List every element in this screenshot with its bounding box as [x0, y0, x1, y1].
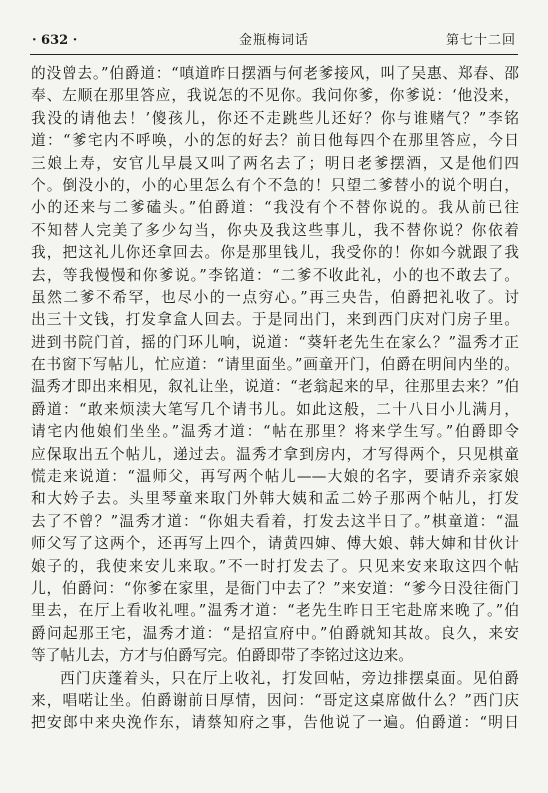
paragraph-last-line: 等了帖儿去，方才与伯爵写完。伯爵即带了李铭过这边来。: [31, 647, 413, 665]
text-line: 去了不曾？”温秀才道：“你姐夫看着，打发去这半日了。”棋童道：“温: [31, 512, 519, 530]
text-line: 儿，伯爵问：“你爹在家里，是衙门中去了？”来安道：“爹今日没往衙门: [31, 579, 519, 597]
text-line: 娘子的，我使来安儿来取。”不一时打发去了。只见来安来取这四个帖: [31, 557, 519, 575]
text-line: 出三十文钱，打发拿盒人回去。于是同出门，来到西门庆对门房子里。: [31, 311, 519, 329]
text-line: 请宅内他娘们坐坐。”温秀才道：“帖在那里？将来学生写。”伯爵即令: [31, 423, 519, 441]
text-line: 不知替人完美了多少勾当，你央及我这些事儿，我不替你说？你依着: [31, 221, 519, 239]
text-line: 进到书院门首，摇的门环儿响，说道：“葵轩老先生在家么？”温秀才正: [31, 333, 519, 351]
text-line: 三娘上寿，安官儿早晨又叫了两名去了；明日老爹摆酒，又是他们四: [31, 154, 519, 172]
text-line: 去，等我慢慢和你爹说。”李铭道：“二爹不收此礼，小的也不敢去了。: [31, 266, 519, 284]
text-line: 道：“爹宅内不呼唤，小的怎的好去？前日他每四个在那里答应，今日: [31, 132, 519, 150]
page-number: · 632 ·: [32, 33, 78, 48]
text-line: 应保取出五个帖儿，递过去。温秀才拿到房内，才写得两个，只见棋童: [31, 445, 519, 463]
text-line: 我，把这礼儿你还拿回去。你是那里钱儿，我受你的！你如今就跟了我: [31, 244, 519, 262]
text-line: 在书窗下写帖儿，忙应道：“请里面坐。”画童开门，伯爵在明间内坐的。: [31, 356, 519, 374]
text-line: 里去，在厅上看收礼哩。”温秀才道：“老先生昨日王宅赴席来晚了。”伯: [31, 602, 519, 620]
text-line: 来，唱喏让坐。伯爵谢前日厚情，因问：“哥定这桌席做什么？”西门庆: [31, 691, 519, 709]
text-line: 把安郎中来央浼作东，请蔡知府之事，告他说了一遍。伯爵道：“明日: [31, 714, 519, 732]
text-line: 我没的请他去！’傻孩儿，你还不走跳些儿还好？你与谁赌气？”李铭: [31, 109, 519, 127]
text-line: 温秀才即出来相见，叙礼让坐，说道：“老翁起来的早，往那里去来？”伯: [31, 378, 519, 396]
running-header: [30, 28, 518, 55]
text-line: 师父写了这两个，还再写上四个，请黄四婶、傅大娘、韩大婶和甘伙计: [31, 535, 519, 553]
text-line: 爵道：“敢来烦渎大笔写几个请书儿。如此这般，二十八日小儿满月，: [31, 400, 519, 418]
text-line: 奉、左顺在那里答应，我说怎的不见你。我问你爹，你爹说：‘他没来，: [31, 87, 519, 105]
text-line: 的没曾去。”伯爵道：“嗔道昨日摆酒与何老爹接风，叫了吴惠、郑春、邵: [31, 65, 519, 82]
text-line: 慌走来说道：“温师父，再写两个帖儿——大娘的名字，要请乔亲家娘: [31, 468, 519, 486]
text-line: 个。倒没小的，小的心里怎么有个不急的！只望二爹替小的说个明白，: [31, 176, 519, 194]
text-line: 和大妗子去。头里琴童来取门外韩大姨和孟二妗子那两个帖儿，打发: [31, 490, 519, 508]
chapter-label: 第七十二回: [445, 33, 516, 48]
text-line: 小的还来与二爹磕头。”伯爵道：“我没有个不替你说的。我从前已往: [31, 199, 519, 217]
paragraph-first-line: 西门庆蓬着头，只在厅上收礼，打发回帖，旁边排摆桌面。见伯爵: [60, 669, 519, 687]
text-line: 虽然二爹不希罕，也尽小的一点穷心。”再三央告，伯爵把礼收了。讨: [31, 288, 519, 306]
body-text: [31, 63, 519, 735]
book-title: 金瓶梅词话: [238, 33, 309, 48]
text-line: 爵问起那王宅，温秀才道：“是招宣府中。”伯爵就知其故。良久，来安: [31, 624, 519, 642]
